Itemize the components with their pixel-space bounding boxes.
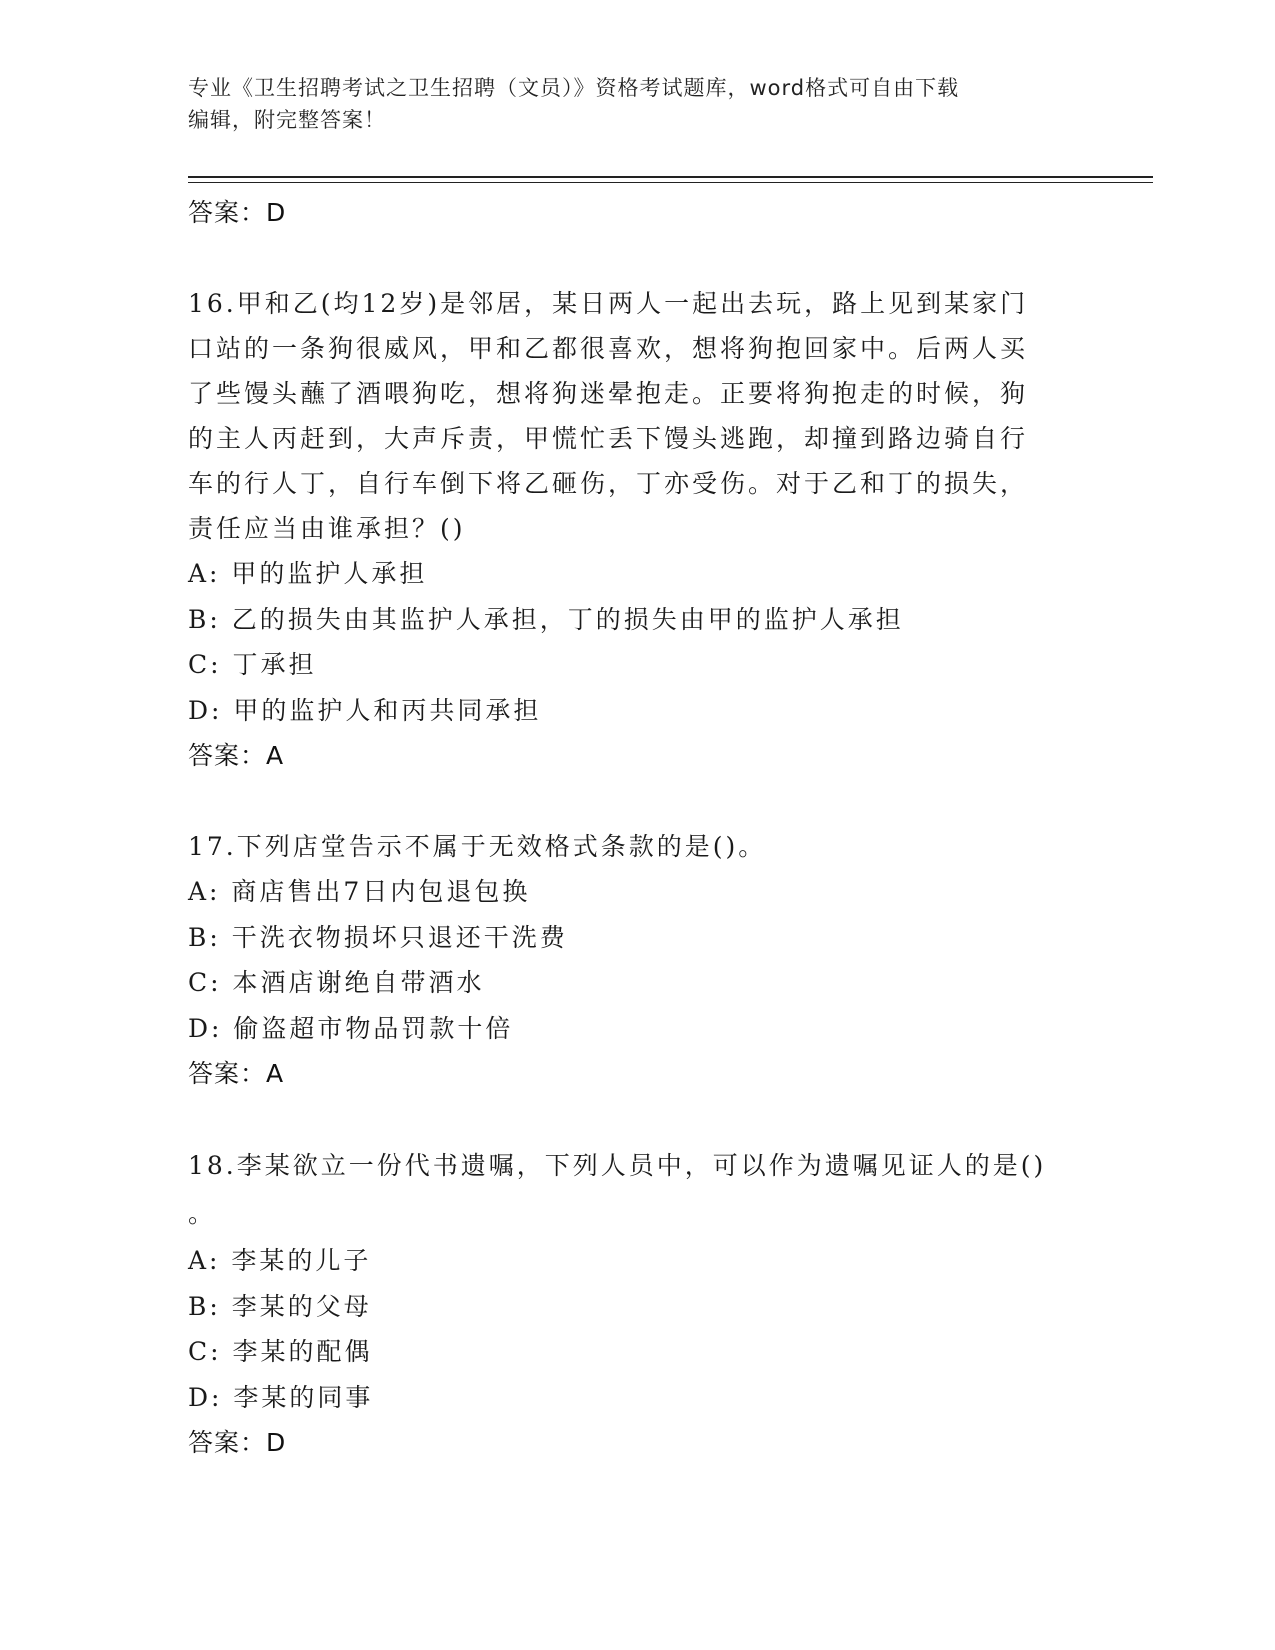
option-17-a: A: 商店售出7日内包退包换 xyxy=(188,877,531,906)
question-16-line: 16.甲和乙(均12岁)是邻居，某日两人一起出去玩，路上见到某家门 xyxy=(188,289,1029,318)
option-17-c: C: 本酒店谢绝自带酒水 xyxy=(188,968,485,997)
option-18-a: A: 李某的儿子 xyxy=(188,1246,372,1275)
option-16-c: C: 丁承担 xyxy=(188,650,317,679)
question-16-line: 了些馒头蘸了酒喂狗吃，想将狗迷晕抱走。正要将狗抱走的时候，狗 xyxy=(188,379,1029,408)
option-18-c: C: 李某的配偶 xyxy=(188,1337,373,1366)
header-line-1: 专业《卫生招聘考试之卫生招聘（文员）》资格考试题库，word格式可自由下载 xyxy=(188,76,960,100)
question-16 xyxy=(188,281,1088,551)
question-16-line: 的主人丙赶到，大声斥责，甲慌忙丢下馒头逃跑，却撞到路边骑自行 xyxy=(188,424,1029,453)
option-18-b: B: 李某的父母 xyxy=(188,1291,372,1321)
answer-17: 答案：A xyxy=(188,1059,285,1088)
answer-16: 答案：A xyxy=(188,741,285,770)
question-18-line: 18.李某欲立一份代书遗嘱，下列人员中，可以作为遗嘱见证人的是() xyxy=(188,1151,1047,1180)
option-18-d: D: 李某的同事 xyxy=(188,1382,374,1412)
question-16-line: 车的行人丁，自行车倒下将乙砸伤，丁亦受伤。对于乙和丁的损失， xyxy=(188,469,1029,498)
option-17-d: D: 偷盗超市物品罚款十倍 xyxy=(188,1013,514,1043)
header-divider-thin xyxy=(188,182,1153,183)
document-body xyxy=(188,190,1088,1465)
question-16-line: 口站的一条狗很威风，甲和乙都很喜欢，想将狗抱回家中。后两人买 xyxy=(188,334,1029,363)
option-16-d: D: 甲的监护人和丙共同承担 xyxy=(188,695,542,725)
question-16-line: 责任应当由谁承担？() xyxy=(188,514,466,543)
document-header xyxy=(188,72,1088,136)
option-16-b: B: 乙的损失由其监护人承担，丁的损失由甲的监护人承担 xyxy=(188,604,904,634)
option-16-a: A: 甲的监护人承担 xyxy=(188,559,428,588)
question-17 xyxy=(188,824,1088,869)
question-17-line: 17.下列店堂告示不属于无效格式条款的是()。 xyxy=(188,832,767,861)
header-line-2: 编辑，附完整答案！ xyxy=(188,108,386,132)
option-17-b: B: 干洗衣物损坏只退还干洗费 xyxy=(188,922,568,952)
answer-15: 答案：D xyxy=(188,198,287,227)
question-18 xyxy=(188,1142,1088,1238)
header-divider-thick xyxy=(188,176,1153,178)
question-18-line: 。 xyxy=(188,1199,217,1228)
answer-18: 答案：D xyxy=(188,1428,287,1457)
